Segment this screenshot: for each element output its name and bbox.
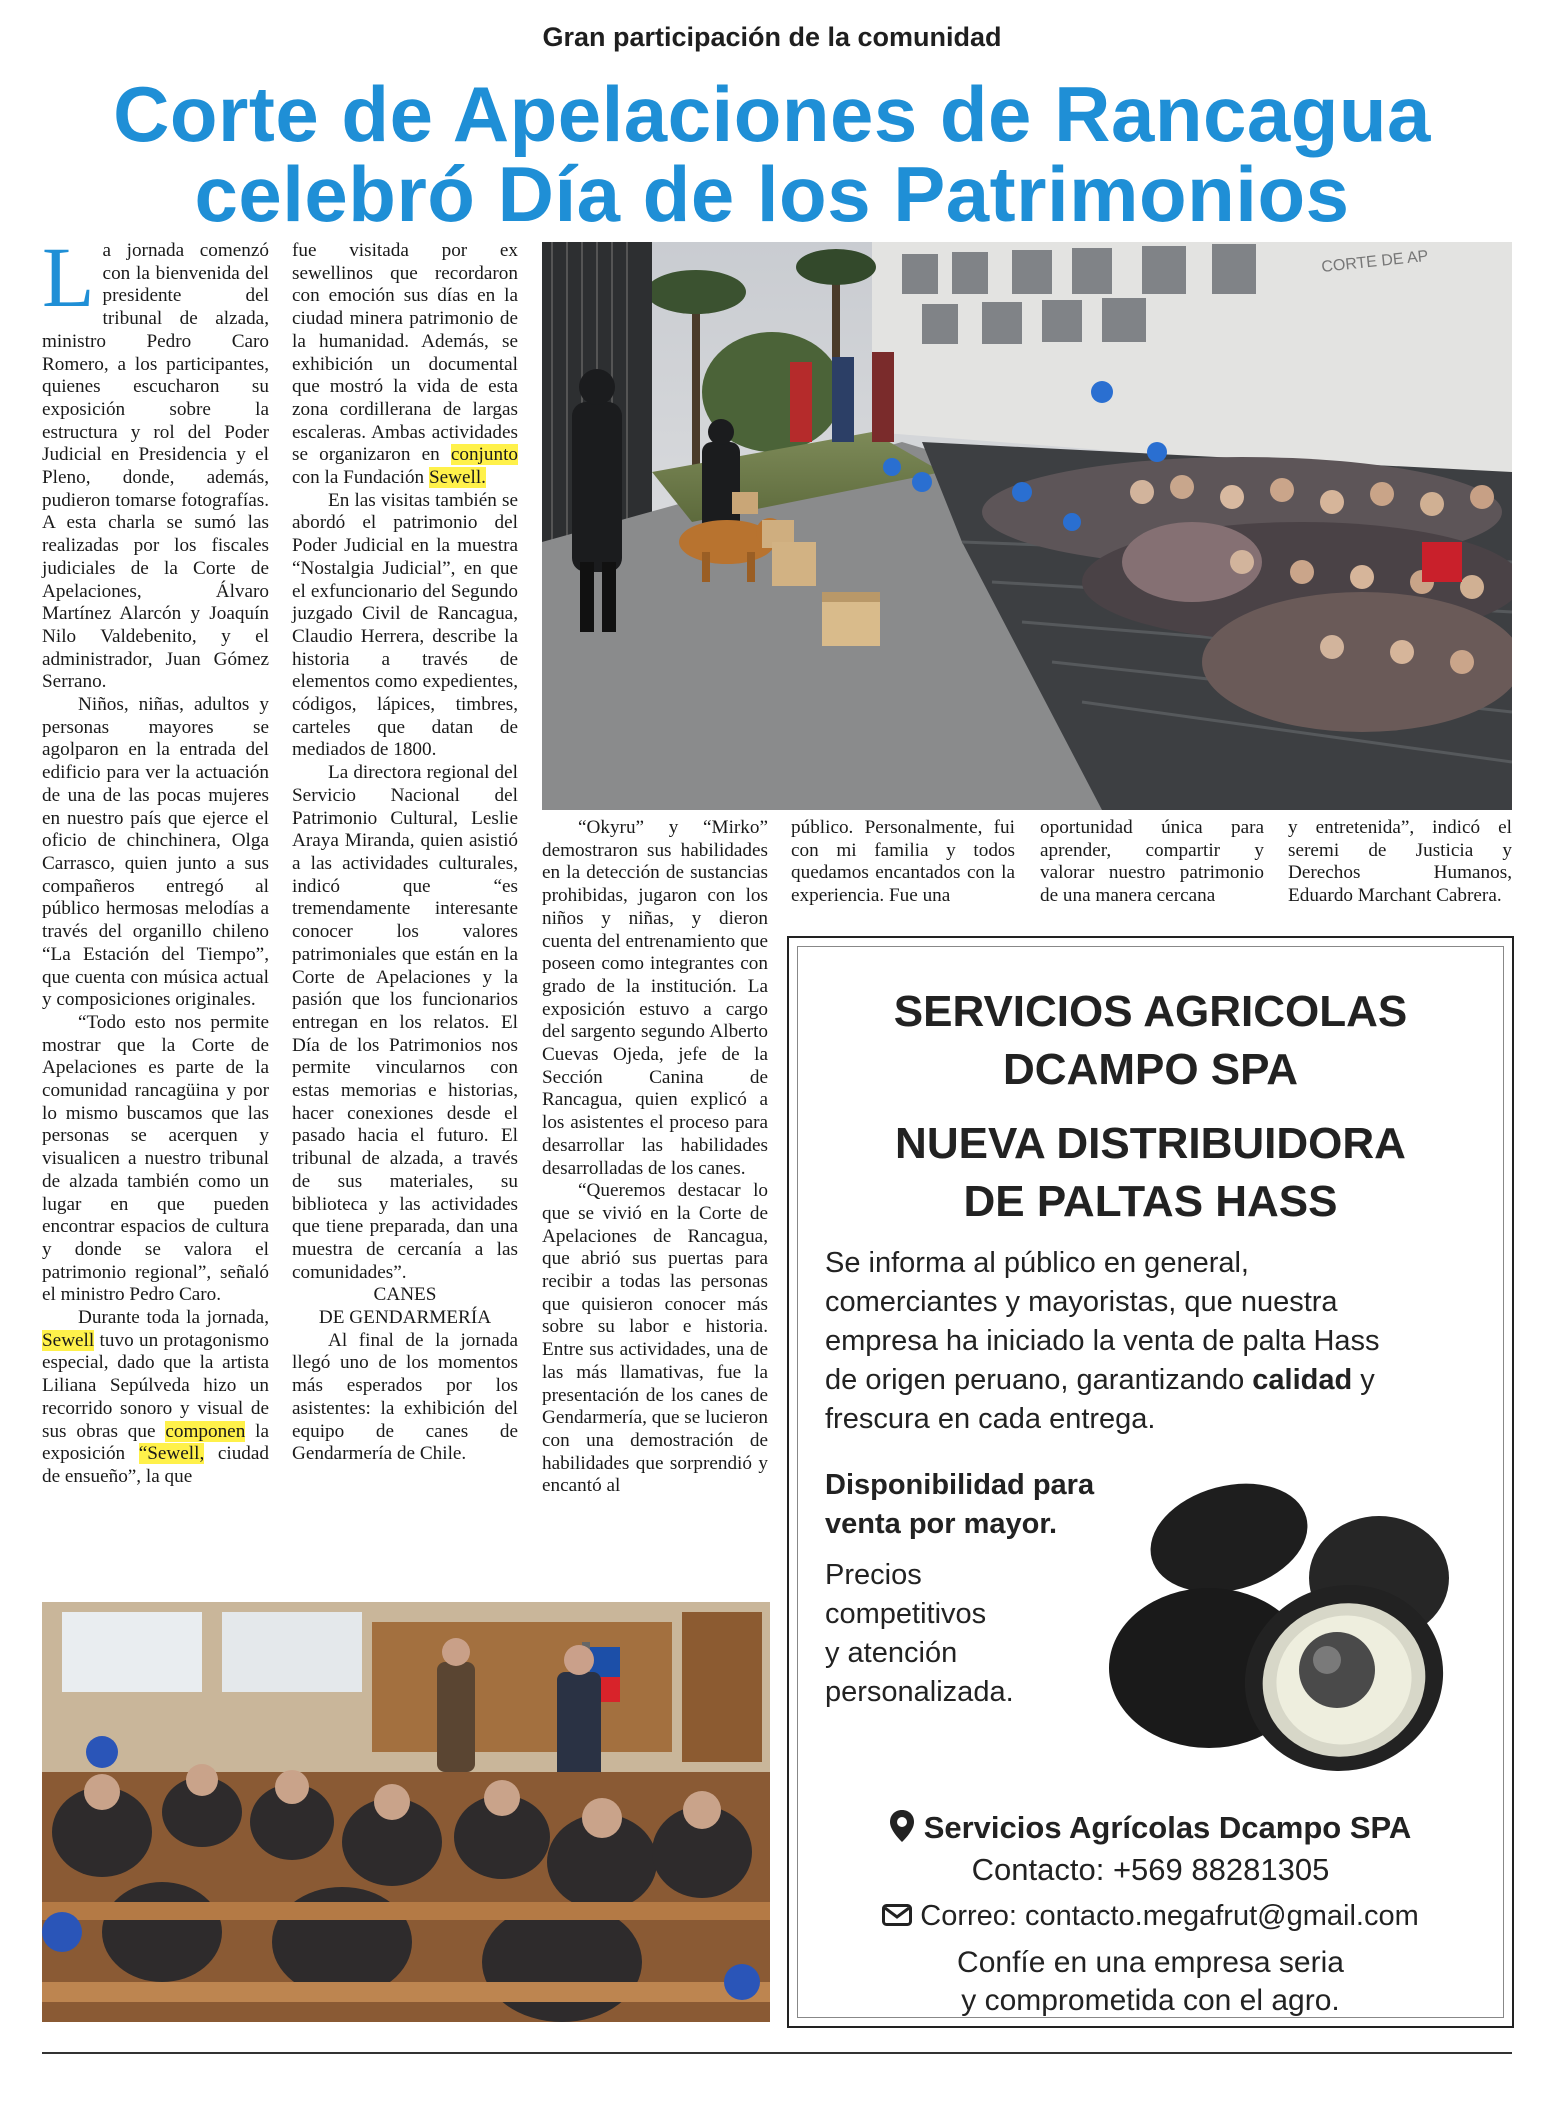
ad-announcement: Se informa al público en general, comerciantes y mayoristas, que nuestra empresa ha iniciado la venta de palta Hass de origen peruano, garantizando calidad y frescura en cada entrega.	[825, 1247, 1380, 1435]
avocado-illustration	[1079, 1458, 1499, 1778]
col2-paragraph: En las visitas también se abordó el patrimonio del Poder Judicial en la muestra “Nostalgia Judicial”, en que el exfuncionario del Segundo juzgado Civil de Rancagua, Claudio Herrera, describe la historia a través de elementos como expedientes, códigos, lápices, timbres, carteles que datan de mediados de 1800.	[292, 489, 518, 761]
building-sign: CORTE DE AP	[1320, 247, 1430, 276]
ad-availability: Disponibilidad para venta por mayor.	[825, 1469, 1095, 1540]
article-column-4: público. Personalmente, fui con mi familia y todos quedamos encantados con la experiencia. Fue una	[791, 817, 1015, 907]
col1-paragraph: “Todo esto nos permite mostrar que la Corte de Apelaciones es parte de la comunidad rancagüina y por lo mismo buscamos que las personas se acerquen y visualicen a nuestro tribunal de alzada también como un lugar en que pueden encontrar espacios de cultura y donde se valora el patrimonio regional”, señaló el ministro Pedro Caro.	[42, 1011, 269, 1306]
highlight: “Sewell,	[138, 1443, 205, 1465]
ad-title-line: SERVICIOS AGRICOLAS	[893, 987, 1408, 1036]
headline-line-2: celebró Día de los Patrimonios	[194, 150, 1350, 238]
photo-courthouse-svg	[542, 242, 1512, 810]
article-column-3	[542, 817, 768, 1498]
article-column-6: y entretenida”, indicó el seremi de Justicia y Derechos Humanos, Eduardo Marchant Cabrera.	[1288, 817, 1512, 907]
col3-paragraph: “Queremos destacar lo que se vivió en la Corte de Apelaciones de Rancagua, que abrió sus puertas para recibir a todas las personas que quisieron conocer más sobre su labor e historia. Entre sus actividades, una de las más llamativas, fue la presentación de los canes de Gendarmería, que se lucieron con una demostración de habilidades que sorprendió y encantó al	[542, 1180, 768, 1497]
ad-pricing: Precios competitivos y atención personalizada.	[825, 1559, 1014, 1708]
mail-icon	[882, 1901, 912, 1934]
highlight: componen	[165, 1420, 246, 1442]
ad-email-line: Correo: contacto.megafrut@gmail.com	[789, 1900, 1512, 1934]
highlight: conjunto	[450, 444, 518, 466]
advertisement	[787, 936, 1514, 2028]
photo-courtroom-svg	[42, 1602, 770, 2022]
col2-paragraph: La directora regional del Servicio Nacional del Patrimonio Cultural, Leslie Araya Miranda, quien asistió a las actividades culturales, indicó que “es tremendamente interesante conocer los valores patrimoniales que están en la Corte de Apelaciones y la pasión que los funcionarios entregan en los relatos. El Día de los Patrimonios nos permite vincularnos con estas memorias e historias, hacer conexiones desde el pasado hacia el futuro. El tribunal de alzada, a través de sus materiales, su biblioteca y las actividades que tiene preparada, dan una muestra de cercanía a las comunidades”.	[292, 762, 518, 1283]
col1-paragraph: Durante toda la jornada, Sewell tuvo un protagonismo especial, dado que la artista Liliana Sepúlveda hizo un recorrido sonoro y visual de sus obras que componen la exposición “Sewell, ciudad de ensueño”, la que	[42, 1307, 270, 1487]
section-subhead: CANES DE GENDARMERÍA	[318, 1284, 492, 1329]
article-column-5: oportunidad única para aprender, compartir y valorar nuestro patrimonio de una manera cercana	[1040, 817, 1264, 907]
ad-title-line: NUEVA DISTRIBUIDORA	[895, 1119, 1406, 1168]
col2-paragraph: fue visitada por ex sewellinos que recordaron con emoción sus días en la ciudad minera patrimonio de la humanidad. Además, se exhibición un documental que mostró la vida de esta zona cordillerana de largas escaleras. Ambas actividades se organizaron en conjunto con la Fundación Sewell.	[292, 240, 518, 489]
ad-closing: Confíe en una empresa seria y comprometida con el agro.	[957, 1946, 1344, 2017]
ad-contact: Contacto: +569 88281305	[971, 1852, 1330, 1887]
ad-title-line: DE PALTAS HASS	[963, 1177, 1338, 1226]
col2-paragraph: Al final de la jornada llegó uno de los momentos más esperados por los asistentes: la exhibición del equipo de canes de Gendarmería de Chile.	[292, 1329, 518, 1465]
article-column-1	[42, 229, 270, 1489]
ad-title-line: DCAMPO SPA	[1003, 1045, 1298, 1094]
kicker: Gran participación de la comunidad	[542, 22, 1002, 52]
location-pin-icon	[890, 1810, 914, 1850]
col1-paragraph: a jornada comenzó con la bienvenida del presidente del tribunal de alzada, ministro Pedro Caro Romero, a los participantes, quienes escucharon su exposición sobre la estructura y rol del Poder Judicial en Presidencia y el Pleno, donde, además, pudieron tomarse fotografías. A esta charla se sumó las realizadas por los fiscales judiciales de la Corte de Apelaciones, Álvaro Martínez Alarcón y Joaquín Nilo Valdebenito, y el administrador, Juan Gómez Serrano.	[42, 240, 269, 693]
article-column-2	[292, 240, 518, 1466]
photo-courtroom	[42, 1602, 770, 2022]
dropcap: L	[42, 229, 95, 325]
col1-paragraph: Niños, niñas, adultos y personas mayores se agolparon en la entrada del edificio para ver la actuación de una de las pocas mujeres en nuestro país que ejerce el oficio de chinchinera, Olga Carrasco, quien junto a sus compañeros entregó al público hermosas melodías a través del organillo chileno “La Estación del Tiempo”, que cuenta con música actual y composiciones originales.	[42, 694, 269, 1011]
photo-courthouse-event	[542, 242, 1512, 810]
headline-line-1: Corte de Apelaciones de Rancagua	[113, 70, 1431, 158]
ad-company-line: Servicios Agrícolas Dcampo SPA	[789, 1810, 1512, 1850]
highlight: Sewell	[42, 1329, 95, 1351]
col3-paragraph: “Okyru” y “Mirko” demostraron sus habilidades en la detección de sustancias prohibidas, jugaron con los niños y niñas, y dieron cuenta del entrenamiento que poseen como integrantes con grado de la institución. La exposición estuvo a cargo del sargento segundo Alberto Cuevas Ojeda, jefe de la Sección Canina de Rancagua, quien explicó a los asistentes el proceso para desarrollar las habilidades desarrolladas de los canes.	[542, 817, 768, 1179]
highlight: Sewell.	[428, 467, 486, 489]
bottom-rule	[42, 2052, 1512, 2054]
